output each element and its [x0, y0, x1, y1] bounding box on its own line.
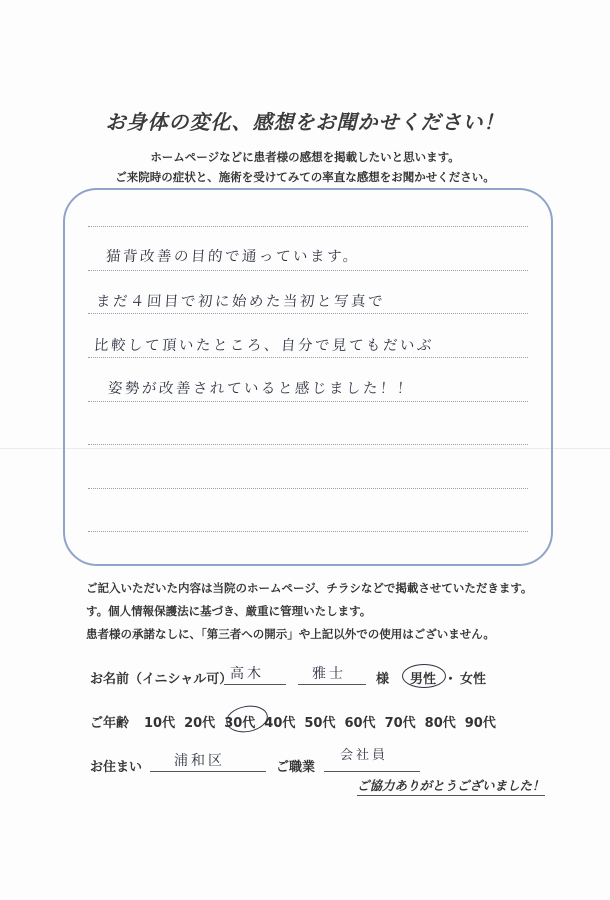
address-value[interactable]: 浦和区 — [174, 753, 225, 769]
age-option[interactable]: 50代 — [304, 716, 336, 731]
age-option[interactable]: 90代 — [464, 716, 496, 731]
age-option[interactable]: 20代 — [184, 716, 216, 731]
page-title: お身体の変化、感想をお聞かせください！ — [105, 110, 505, 134]
comment-rule — [88, 401, 528, 402]
gender-male-option[interactable]: 男性 — [410, 672, 437, 687]
occupation-value[interactable]: 会社員 — [340, 748, 389, 763]
comment-text-line: 猫背改善の目的で通っています。 — [105, 249, 361, 265]
privacy-note-3: 患者様の承諾なしに、「第三者への開示」や上記以外での使用はございません。 — [86, 627, 495, 641]
address-line — [150, 771, 266, 772]
comment-rule — [88, 357, 528, 358]
age-options — [144, 712, 496, 731]
comment-rule — [88, 313, 528, 314]
age-option[interactable]: 60代 — [344, 716, 376, 731]
age-option[interactable]: 80代 — [424, 716, 456, 731]
age-option[interactable]: 10代 — [144, 716, 176, 731]
comment-rule — [88, 444, 528, 445]
age-option[interactable]: 40代 — [264, 716, 296, 731]
age-option[interactable]: 70代 — [384, 716, 416, 731]
comment-rule — [88, 270, 528, 271]
age-label: ご年齢 — [90, 716, 130, 731]
gender-separator: ・ — [444, 672, 458, 687]
address-label: お住まい — [90, 760, 143, 775]
intro-line-1: ホームページなどに患者様の感想を掲載したいと思います。 — [150, 150, 460, 164]
comment-rule — [88, 226, 528, 227]
occupation-label: ご職業 — [276, 760, 316, 775]
comment-text-line: 姿勢が改善されていると感じました！！ — [107, 381, 415, 397]
comment-text-line: 比較して頂いたところ、自分で見てもだいぶ — [93, 338, 435, 354]
intro-line-2: ご来院時の症状と、施術を受けてみての率直な感想をお聞かせください。 — [115, 170, 495, 184]
family-name-value[interactable]: 高木 — [230, 666, 264, 682]
age-option[interactable]: 30代 — [224, 716, 256, 731]
privacy-note-1: ご記入いただいた内容は当院のホームページ、チラシなどで掲載させていただきます。 — [86, 581, 533, 595]
occupation-line — [324, 771, 420, 772]
thanks-message: ご協力ありがとうございました！ — [357, 776, 545, 796]
honorific-label: 様 — [376, 672, 390, 687]
name-label: お名前（イニシャル可） — [90, 672, 233, 687]
comment-rule — [88, 531, 528, 532]
given-name-value[interactable]: 雅士 — [312, 666, 346, 682]
gender-female-option[interactable]: 女性 — [460, 672, 487, 687]
comment-text-line: まだ４回目で初に始めた当初と写真で — [95, 294, 386, 310]
privacy-note-2: す。個人情報保護法に基づき、厳重に管理いたします。 — [86, 604, 372, 618]
comment-rule — [88, 488, 528, 489]
given-name-line — [298, 684, 366, 685]
family-name-line — [224, 684, 286, 685]
gender-selection-circle — [402, 664, 446, 688]
